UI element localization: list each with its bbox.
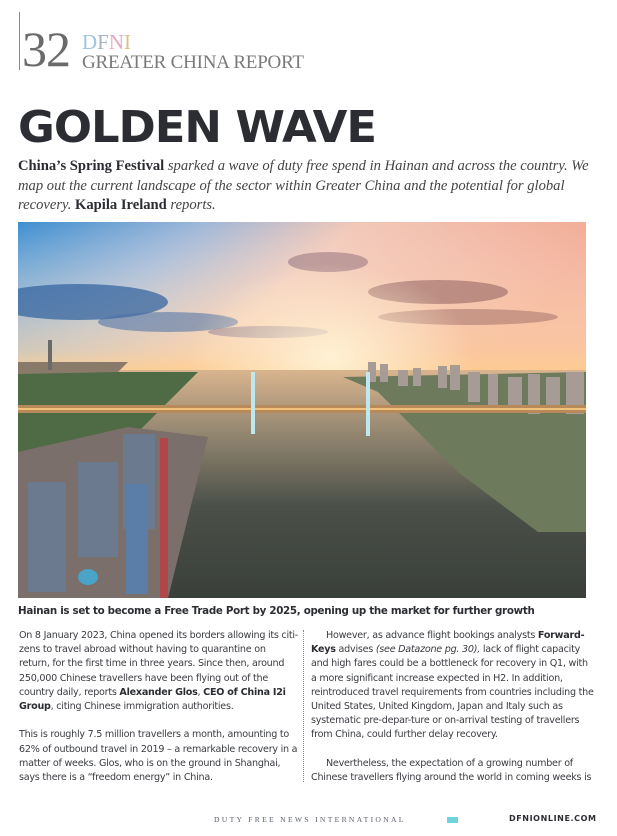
- body-text: advises: [335, 644, 376, 656]
- company-name: Forward-Keys: [311, 630, 585, 656]
- standfirst: [18, 157, 603, 216]
- footer-website-link[interactable]: DFNIONLINE.COM: [509, 814, 597, 823]
- dfni-logo: [82, 30, 132, 54]
- body-text: ,: [197, 686, 204, 698]
- body-text: lack of flight capacity and high fares could be a bottleneck for recovery in Q1, with a more significant increase expected in H2. In addition, reintroduced travel requirements from countries including the United States, United Kingdom, Japan and Italy such as systematic pre-depar-ture or on-arrival testing of travellers from China, could further delay recovery.: [311, 644, 594, 741]
- footer-publication: DUTY FREE NEWS INTERNATIONAL: [214, 815, 406, 824]
- logo-letter-n: N: [108, 30, 125, 54]
- person-name: Alexander Glos: [119, 686, 198, 698]
- standfirst-lead: China’s Spring Festival: [18, 158, 165, 174]
- body-paragraph: Nevertheless, the expectation of a growing number of Chinese travellers flying around the world in coming weeks is: [311, 757, 592, 784]
- hainan-skyline-photo: [18, 222, 586, 598]
- body-paragraph: [19, 629, 299, 714]
- body-column-left: [19, 629, 299, 785]
- author-name: Kapila Ireland: [75, 197, 167, 213]
- logo-letter-f: F: [97, 30, 109, 54]
- section-title: GREATER CHINA REPORT: [82, 52, 304, 73]
- page-number: 32: [22, 21, 70, 77]
- standfirst-reports: reports.: [166, 197, 216, 213]
- header-rule: [19, 12, 20, 70]
- body-text: On 8 January 2023, China opened its borders allowing its citi-zens to travel abroad without having to quarantine on return, for the first time in three years. Since then, around 250,000 Chinese travellers have been flying out of the country daily, reports: [19, 630, 299, 698]
- body-text: , citing Chinese immigration authorities.: [50, 701, 234, 713]
- body-column-right: [311, 629, 596, 785]
- column-divider: [303, 630, 304, 782]
- hero-image: [18, 222, 586, 598]
- logo-letter-d: D: [82, 30, 98, 54]
- body-paragraph: This is roughly 7.5 million travellers a month, amounting to 62% of outbound travel in 2019 – a remarkable recovery in a matter of weeks. Glos, who is on the ground in Shanghai, says there is a “freedom energy” in China.: [19, 729, 298, 784]
- person-title: CEO of China I2i Group: [19, 686, 286, 713]
- body-paragraph: [311, 629, 596, 743]
- headline: GOLDEN WAVE: [18, 102, 377, 153]
- image-caption: Hainan is set to become a Free Trade Port by 2025, opening up the market for further growth: [18, 605, 535, 617]
- body-text: However, as advance flight bookings analysts: [326, 630, 538, 641]
- footer-accent-mark: [447, 817, 458, 823]
- cross-reference: (see Datazone pg. 30),: [375, 644, 481, 656]
- standfirst-text: sparked a wave of duty free spend in Hainan and across the country. We map out the current landscape of the sector within Greater China and the potential for global recovery.: [18, 158, 589, 213]
- logo-letter-i: I: [124, 30, 132, 54]
